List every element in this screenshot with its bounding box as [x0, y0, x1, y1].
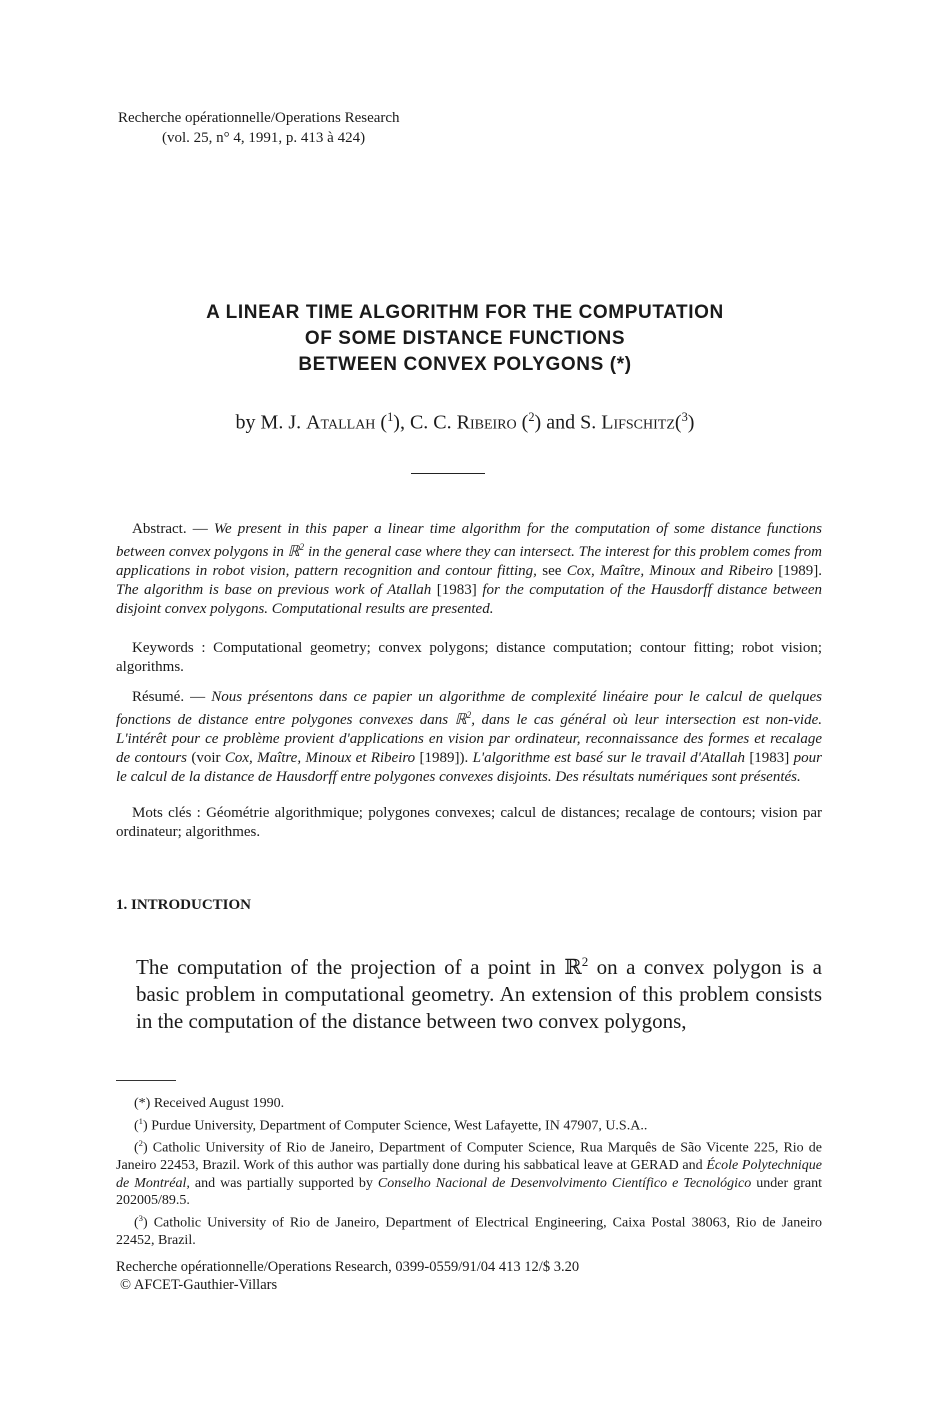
- abstract-see: see: [536, 563, 567, 579]
- footer-line-2: © AFCET-Gauthier-Villars: [120, 1277, 278, 1293]
- footnote-2: ($^2$) Catholic University of Rio de Janeiro, Department of Computer Science, Rua Marquês de São Vicente 225, Rio de Janeiro 22453, Brazil. Work of this author was partially done during his sabbatical leave at GERAD and École Polytechnique de Montréal, and was partially supported by Conselho Nacional de Desenvolvimento Científico e Tecnológico under grant 202005/89.5.: [116, 1137, 822, 1209]
- paper-title: [0, 300, 930, 378]
- resume-text-2: , dans le cas général où leur intersection est non-vide. L'intérêt pour ce problème provient d'applications en vision par ordinateur, reconnaissance des formes et recalage de contours: [116, 712, 822, 766]
- footer-line-1: Recherche opérationnelle/Operations Research, 0399-0559/91/04 413 12/$ 3.20: [116, 1259, 580, 1275]
- footnote-0: (*) Received August 1990.: [134, 1096, 285, 1111]
- footnote-2-mark: 2: [138, 1137, 144, 1148]
- abstract-text-4: for the computation of the Hausdorff distance between disjoint convex polygons. Computational results are presented.: [116, 582, 822, 617]
- footnote-2-italic-2: Conselho Nacional de Desenvolvimento Científico e Tecnológico: [377, 1175, 752, 1191]
- footnote-3: ($^3$) Catholic University of Rio de Janeiro, Department of Electrical Engineering, Caixa Postal 38063, Rio de Janeiro 22452, Brazil.: [116, 1212, 822, 1249]
- section-heading: 1. INTRODUCTION: [116, 897, 252, 913]
- author-3-note: 3: [681, 410, 688, 424]
- intro-sup: 2: [581, 954, 589, 969]
- authors-by: by: [235, 411, 256, 434]
- intro-paragraph: [136, 948, 822, 1035]
- authors-and: and: [546, 411, 576, 434]
- page-footer: [116, 1258, 579, 1294]
- intro-text-2: on a convex polygon is a basic problem in computational geometry. An extension of this problem consists in the computation of the distance between two convex polygons,: [136, 955, 822, 1033]
- footnote-1: ($^1$) Purdue University, Department of Computer Science, West Lafayette, IN 47907, U.S.A..: [134, 1115, 648, 1134]
- abstract-text-1: We present in this paper a linear time algorithm for the computation of some distance functions between convex polygons in ℝ: [116, 521, 823, 560]
- author-1-name: Atallah: [306, 411, 376, 434]
- resume-cite-2-year: [1983]: [744, 750, 794, 766]
- author-2-name: Ribeiro: [456, 411, 517, 434]
- resume-text-4: pour le calcul de la distance de Hausdorff entre polygones convexes disjoints. Des résultats numériques sont présentés.: [116, 750, 822, 785]
- author-2-initials: C. C.: [409, 411, 452, 434]
- author-3-initials: S.: [580, 411, 597, 434]
- journal-issue: (vol. 25, n° 4, 1991, p. 413 à 424): [162, 130, 366, 146]
- keywords-label: Keywords :: [132, 640, 206, 656]
- resume-text-1: Nous présentons dans ce papier un algorithme de complexité linéaire pour le calcul de quelques fonctions de distance entre polygones convexes dans ℝ: [116, 689, 823, 728]
- footnote-3-mark: 3: [138, 1212, 144, 1223]
- footnote-3-text: Catholic University of Rio de Janeiro, Department of Electrical Engineering, Caixa Postal 38063, Rio de Janeiro 22452, Brazil.: [116, 1215, 822, 1249]
- footnote-1-mark: 1: [138, 1115, 144, 1126]
- footnote-2-text-a: Catholic University of Rio de Janeiro, Department of Computer Science, Rua Marquês de São Vicente 225, Rio de Janeiro 22453, Brazil. Work of this author was partially done during his sabbatical leave at GERAD and: [116, 1140, 822, 1174]
- abstract-sup: 2: [299, 543, 305, 553]
- authors-line: by M. J. Atallah ($^1$), C. C. Ribeiro ($^2$) and S. Lifschitz($^3$): [235, 410, 695, 434]
- resume-cite-1: Cox, Maître, Minoux et Ribeiro: [224, 750, 416, 766]
- mots-cles: [116, 804, 822, 842]
- journal-name: Recherche opérationnelle/Operations Research: [118, 110, 400, 126]
- footnote-divider: [116, 1080, 176, 1081]
- mots-cles-text: Géométrie algorithmique; polygones convexes; calcul de distances; recalage de contours; vision par ordinateur; algorithmes.: [116, 805, 822, 840]
- abstract-cite-2: Atallah: [387, 582, 432, 598]
- resume-sup: 2: [466, 711, 472, 721]
- author-2-note: 2: [528, 410, 535, 424]
- title-divider: [411, 473, 485, 474]
- abstract: [116, 520, 822, 619]
- resume-text-3: L'algorithme est basé sur le travail d': [472, 750, 701, 766]
- resume-cite-1-year: [1989]).: [415, 750, 473, 766]
- footnote-2-text-b: and was partially supported by: [189, 1175, 378, 1191]
- author-1-note: 1: [387, 410, 394, 424]
- resume-label: Résumé. —: [132, 689, 206, 705]
- title-line-2: OF SOME DISTANCE FUNCTIONS: [304, 328, 626, 349]
- resume-voir: (voir: [187, 750, 225, 766]
- journal-header: [118, 108, 400, 148]
- footnote-1-text: Purdue University, Department of Computer Science, West Lafayette, IN 47907, U.S.A..: [147, 1118, 648, 1134]
- mots-cles-label: Mots clés :: [132, 805, 201, 821]
- abstract-cite-1-year: [1989].: [772, 563, 823, 579]
- title-line-1: A LINEAR TIME ALGORITHM FOR THE COMPUTATION: [206, 302, 724, 323]
- author-3-name: Lifschitz: [601, 411, 675, 434]
- title-line-3: BETWEEN CONVEX POLYGONS (*): [298, 354, 632, 375]
- resume-cite-2: Atallah: [700, 750, 745, 766]
- footnote-2-text-c: under grant 202005/89.5.: [116, 1175, 822, 1209]
- keywords: [116, 639, 822, 677]
- resume: [116, 688, 822, 787]
- footnotes: [116, 1095, 822, 1250]
- author-1-initials: M. J.: [260, 411, 302, 434]
- abstract-cite-2-year: [1983]: [431, 582, 483, 598]
- abstract-text-3: The algorithm is base on previous work of: [116, 582, 388, 598]
- abstract-cite-1: Cox, Maître, Minoux and Ribeiro: [566, 563, 773, 579]
- footnote-2-italic-1: École Polytechnique de Montréal,: [116, 1158, 822, 1191]
- intro-text-1: The computation of the projection of a point in ℝ: [136, 955, 582, 979]
- abstract-text-2: in the general case where they can intersect. The interest for this problem comes from applications in robot vision, pattern recognition and contour fitting,: [116, 544, 822, 579]
- abstract-label: Abstract. —: [132, 521, 208, 537]
- keywords-text: Computational geometry; convex polygons; distance computation; contour fitting; robot vision; algorithms.: [116, 640, 822, 675]
